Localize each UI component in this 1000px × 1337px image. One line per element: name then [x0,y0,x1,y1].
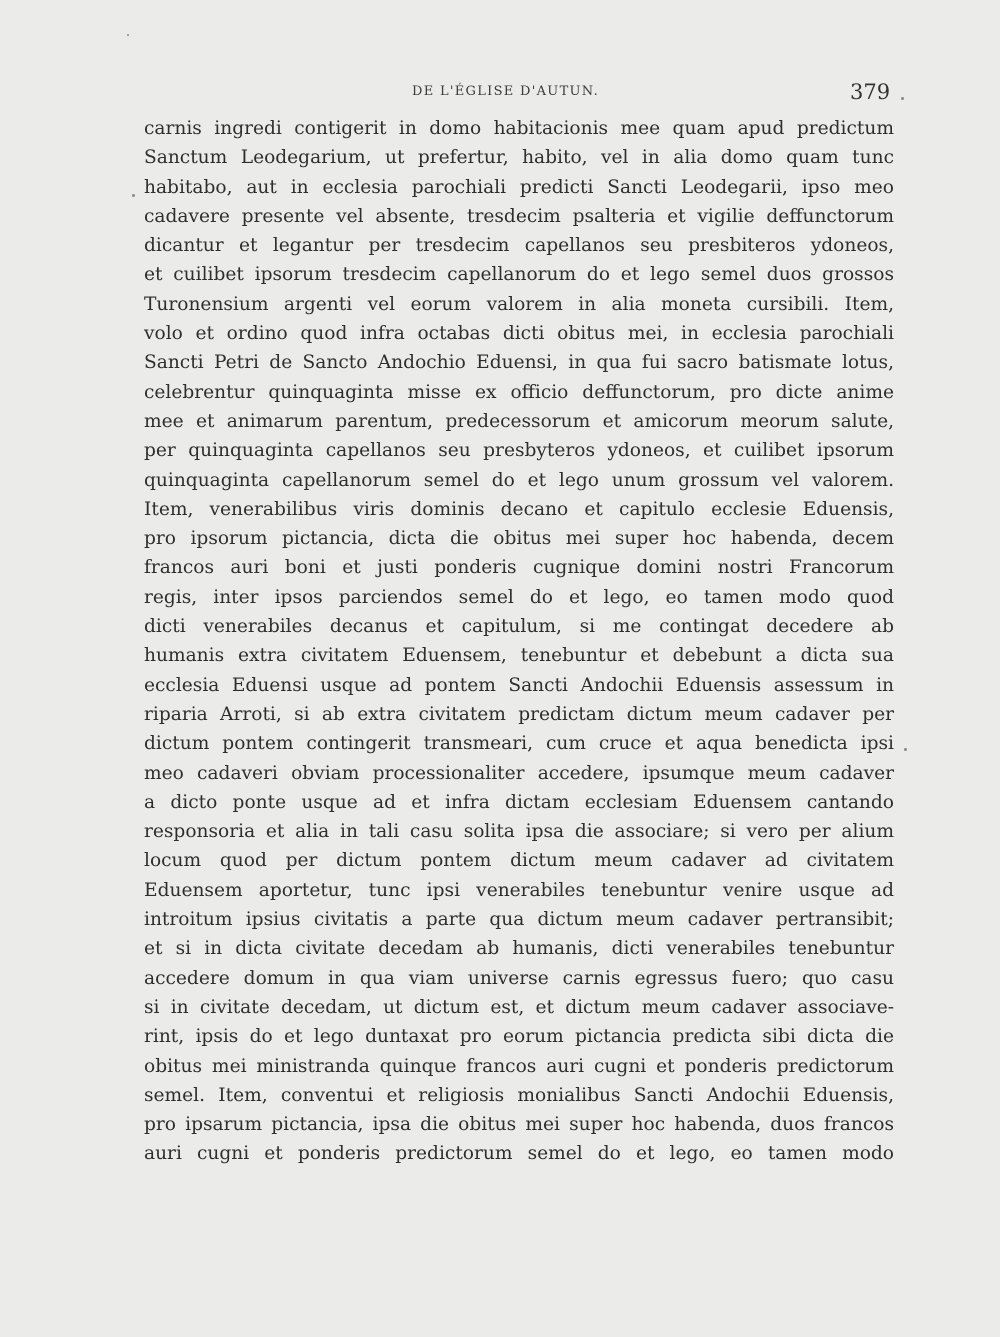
page-number: 379 [850,80,891,104]
running-title: DE L'ÉGLISE D'AUTUN. [412,84,600,99]
text-line: dicantur et legantur per tresdecim capellanos seu presbiteros ydoneos, [144,235,894,257]
print-speck [127,34,129,36]
text-line: volo et ordino quod infra octabas dicti obitus mei, in ecclesia parochiali [144,323,894,345]
text-line: cadavere presente vel absente, tresdecim psalteria et vigilie deffunctorum [144,205,894,227]
text-line: responsoria et alia in tali casu solita ipsa die associare; si vero per alium [144,821,894,843]
text-line: et cuilibet ipsorum tresdecim capellanorum do et lego semel duos grossos [144,264,894,286]
text-line: locum quod per dictum pontem dictum meum cadaver ad civitatem [144,850,894,872]
text-line: dicti venerabiles decanus et capitulum, si me contingat decedere ab [144,616,894,638]
text-line: accedere domum in qua viam universe carnis egressus fuero; quo casu [144,967,894,989]
text-line: auri cugni et ponderis predictorum semel do et lego, eo tamen modo [144,1143,894,1165]
text-line: carnis ingredi contigerit in domo habitacionis mee quam apud predictum [144,118,894,139]
text-line: regis, inter ipsos parciendos semel do et lego, eo tamen modo quod [144,586,894,608]
text-line: habitabo, aut in ecclesia parochiali predicti Sancti Leodegarii, ipso meo [144,176,894,198]
text-line: introitum ipsius civitatis a parte qua dictum meum cadaver pertransibit; [144,909,894,931]
text-line: mee et animarum parentum, predecessorum et amicorum meorum salute, [144,410,894,432]
text-line: obitus mei ministranda quinque francos auri cugni et ponderis predictorum [144,1055,894,1077]
text-line: a dicto ponte usque ad et infra dictam ecclesiam Eduensem cantando [144,791,894,813]
text-line: Sancti Petri de Sancto Andochio Eduensi, in qua fui sacro batismate lotus, [144,352,894,374]
print-speck [901,97,904,100]
text-line: dictum pontem contingerit transmeari, cum cruce et aqua benedicta ipsi [144,733,894,755]
text-line: Turonensium argenti vel eorum valorem in alia moneta cursibili. Item, [144,293,894,315]
text-line: si in civitate decedam, ut dictum est, et dictum meum cadaver associave- [144,996,894,1018]
text-line: et si in dicta civitate decedam ab humanis, dicti venerabiles tenebuntur [144,938,894,960]
print-speck [132,194,135,197]
text-line: meo cadaveri obviam processionaliter accedere, ipsumque meum cadaver [144,762,894,784]
text-line: francos auri boni et justi ponderis cugnique domini nostri Francorum [144,557,894,579]
text-line: ecclesia Eduensi usque ad pontem Sancti Andochii Eduensis assessum in [144,674,894,696]
text-line: pro ipsorum pictancia, dicta die obitus mei super hoc habenda, decem [144,528,894,550]
text-line: humanis extra civitatem Eduensem, tenebuntur et debebunt a dicta sua [144,645,894,667]
text-line: Item, venerabilibus viris dominis decano et capitulo ecclesie Eduensis, [144,498,894,520]
text-line: pro ipsarum pictancia, ipsa die obitus mei super hoc habenda, duos francos [144,1114,894,1136]
text-line: Sanctum Leodegarium, ut prefertur, habito, vel in alia domo quam tunc [144,147,894,169]
text-line: rint, ipsis do et lego duntaxat pro eorum pictancia predicta sibi dicta die [144,1026,894,1048]
text-line: per quinquaginta capellanos seu presbyteros ydoneos, et cuilibet ipsorum [144,440,894,462]
running-head [0,80,1000,106]
text-line: quinquaginta capellanorum semel do et lego unum grossum vel valorem. [144,469,894,491]
text-line: Eduensem aportetur, tunc ipsi venerabiles tenebuntur venire usque ad [144,879,894,901]
text-line: semel. Item, conventui et religiosis monialibus Sancti Andochii Eduensis, [144,1084,894,1106]
text-line: celebrentur quinquaginta misse ex officio deffunctorum, pro dicte anime [144,381,894,403]
print-speck [904,748,907,751]
text-line: riparia Arroti, si ab extra civitatem predictam dictum meum cadaver per [144,703,894,725]
body-text [144,114,894,1169]
